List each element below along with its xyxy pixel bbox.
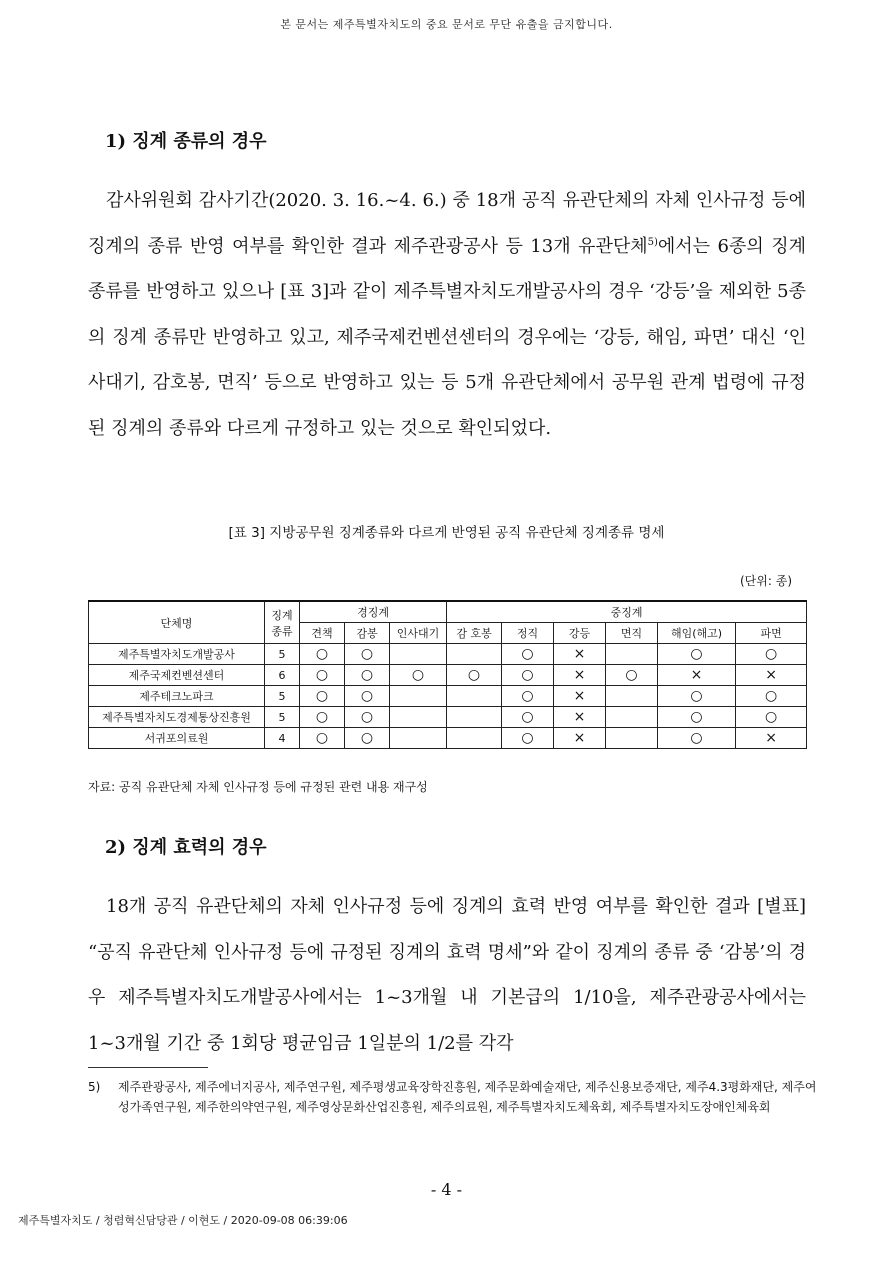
- header-col: 감봉: [345, 623, 390, 644]
- footnote-text: 제주관광공사, 제주에너지공사, 제주연구원, 제주평생교육장학진흥원, 제주문화예술재단, 제주신용보증재단, 제주4.3평화재단, 제주여성가족연구원, 제주한의약연구원, 제주영상문화산업진흥원, 제주의료원, 제주특별자치도체육회, 제주특별자치도장애인체육회: [118, 1080, 817, 1114]
- mark-cell: ○: [658, 728, 736, 749]
- footnote: [88, 1077, 818, 1117]
- mark-cell: [447, 728, 502, 749]
- mark-cell: ○: [345, 644, 390, 665]
- document-footer-meta: 제주특별자치도 / 청렴혁신담당관 / 이현도 / 2020-09-08 06:39:06: [18, 1214, 348, 1227]
- mark-cell: ○: [502, 728, 554, 749]
- mark-cell: ○: [658, 644, 736, 665]
- mark-cell: ×: [554, 665, 606, 686]
- mark-cell: [390, 728, 447, 749]
- mark-cell: ○: [300, 665, 345, 686]
- table-caption: [표 3] 지방공무원 징계종류와 다르게 반영된 공직 유관단체 징계종류 명세: [228, 525, 665, 541]
- mark-cell: [447, 707, 502, 728]
- mark-cell: ○: [502, 707, 554, 728]
- mark-cell: ○: [502, 644, 554, 665]
- org-name-cell: 제주국제컨벤션센터: [89, 665, 265, 686]
- header-col: 견책: [300, 623, 345, 644]
- section-title-2: 2) 징계 효력의 경우: [105, 837, 267, 858]
- table-row: [89, 707, 807, 728]
- section2-paragraph: [88, 884, 806, 1066]
- table-row: [89, 644, 807, 665]
- mark-cell: ○: [345, 728, 390, 749]
- org-name-cell: 제주테크노파크: [89, 686, 265, 707]
- mark-cell: [606, 707, 658, 728]
- mark-cell: ○: [658, 707, 736, 728]
- mark-cell: [606, 728, 658, 749]
- mark-cell: ○: [345, 686, 390, 707]
- mark-cell: [606, 686, 658, 707]
- mark-cell: ○: [300, 686, 345, 707]
- table-source: 자료: 공직 유관단체 자체 인사규정 등에 규정된 관련 내용 재구성: [88, 780, 428, 794]
- org-name-cell: 제주특별자치도개발공사: [89, 644, 265, 665]
- header-light: 경징계: [300, 601, 447, 623]
- org-name-cell: 서귀포의료원: [89, 728, 265, 749]
- table-unit: (단위: 종): [740, 574, 792, 588]
- mark-cell: ○: [447, 665, 502, 686]
- header-org: 단체명: [89, 601, 265, 644]
- mark-cell: ×: [736, 665, 807, 686]
- mark-cell: ×: [554, 644, 606, 665]
- org-name-cell: 제주특별자치도경제통상진흥원: [89, 707, 265, 728]
- header-col: 인사대기: [390, 623, 447, 644]
- discipline-count-cell: 6: [265, 665, 300, 686]
- section1-paragraph: [88, 178, 806, 451]
- mark-cell: ○: [502, 686, 554, 707]
- header-col: 감 호봉: [447, 623, 502, 644]
- confidential-notice: 본 문서는 제주특별자치도의 중요 문서로 무단 유출을 금지합니다.: [280, 18, 613, 31]
- section1-text-start: 감사위원회 감사기간(2020. 3. 16.~4. 6.) 중 18개 공직 유관단체의 자체 인사규정 등에 징계의 종류 반영 여부를 확인한 결과 제주관광공사 등 13개 유관단체: [88, 190, 806, 257]
- section-title-1: 1) 징계 종류의 경우: [105, 131, 267, 152]
- discipline-count-cell: 4: [265, 728, 300, 749]
- mark-cell: ×: [554, 686, 606, 707]
- mark-cell: ×: [554, 728, 606, 749]
- discipline-table: [88, 600, 807, 749]
- section2-text: 18개 공직 유관단체의 자체 인사규정 등에 징계의 효력 반영 여부를 확인한 결과 [별표] “공직 유관단체 인사규정 등에 규정된 징계의 효력 명세”와 같이 징계의 종류 중 ‘감봉’의 경우 제주특별자치도개발공사에서는 1~3개월 내 기본급의 1/10을, 제주관광공사에서는 1~3개월 기간 중 1회당 평균임금 1일분의 1/2를 각각: [88, 896, 806, 1054]
- header-col: 파면: [736, 623, 807, 644]
- page-number: - 4 -: [430, 1180, 463, 1199]
- footnote-divider: [88, 1067, 208, 1068]
- mark-cell: [390, 686, 447, 707]
- header-col: 해임(해고): [658, 623, 736, 644]
- mark-cell: [606, 644, 658, 665]
- mark-cell: [390, 644, 447, 665]
- mark-cell: ○: [502, 665, 554, 686]
- table-row: [89, 665, 807, 686]
- table-header-row-1: [89, 601, 807, 623]
- mark-cell: [447, 686, 502, 707]
- mark-cell: ○: [300, 728, 345, 749]
- table-row: [89, 686, 807, 707]
- mark-cell: ×: [736, 728, 807, 749]
- mark-cell: ○: [658, 686, 736, 707]
- header-col: 강등: [554, 623, 606, 644]
- discipline-count-cell: 5: [265, 707, 300, 728]
- header-heavy: 중징계: [447, 601, 807, 623]
- mark-cell: ○: [736, 644, 807, 665]
- mark-cell: ×: [658, 665, 736, 686]
- mark-cell: ○: [736, 707, 807, 728]
- mark-cell: ○: [345, 707, 390, 728]
- discipline-count-cell: 5: [265, 644, 300, 665]
- footnote-number: 5): [88, 1080, 101, 1094]
- mark-cell: [390, 707, 447, 728]
- header-col: 정직: [502, 623, 554, 644]
- footnote-ref: 5): [647, 236, 658, 248]
- mark-cell: ○: [606, 665, 658, 686]
- mark-cell: [447, 644, 502, 665]
- section1-text-end: 에서는 6종의 징계 종류를 반영하고 있으나 [표 3]과 같이 제주특별자치도개발공사의 경우 ‘강등’을 제외한 5종의 징계 종류만 반영하고 있고, 제주국제컨벤션센터의 경우에는 ‘강등, 해임, 파면’ 대신 ‘인사대기, 감호봉, 면직’ 등으로 반영하고 있는 등 5개 유관단체에서 공무원 관계 법령에 규정된 징계의 종류와 다르게 규정하고 있는 것으로 확인되었다.: [88, 235, 806, 439]
- header-count: 징계 종류: [265, 601, 300, 644]
- discipline-count-cell: 5: [265, 686, 300, 707]
- table-row: [89, 728, 807, 749]
- mark-cell: ○: [345, 665, 390, 686]
- mark-cell: ○: [300, 707, 345, 728]
- mark-cell: ○: [300, 644, 345, 665]
- mark-cell: ○: [736, 686, 807, 707]
- header-col: 면직: [606, 623, 658, 644]
- mark-cell: ○: [390, 665, 447, 686]
- mark-cell: ×: [554, 707, 606, 728]
